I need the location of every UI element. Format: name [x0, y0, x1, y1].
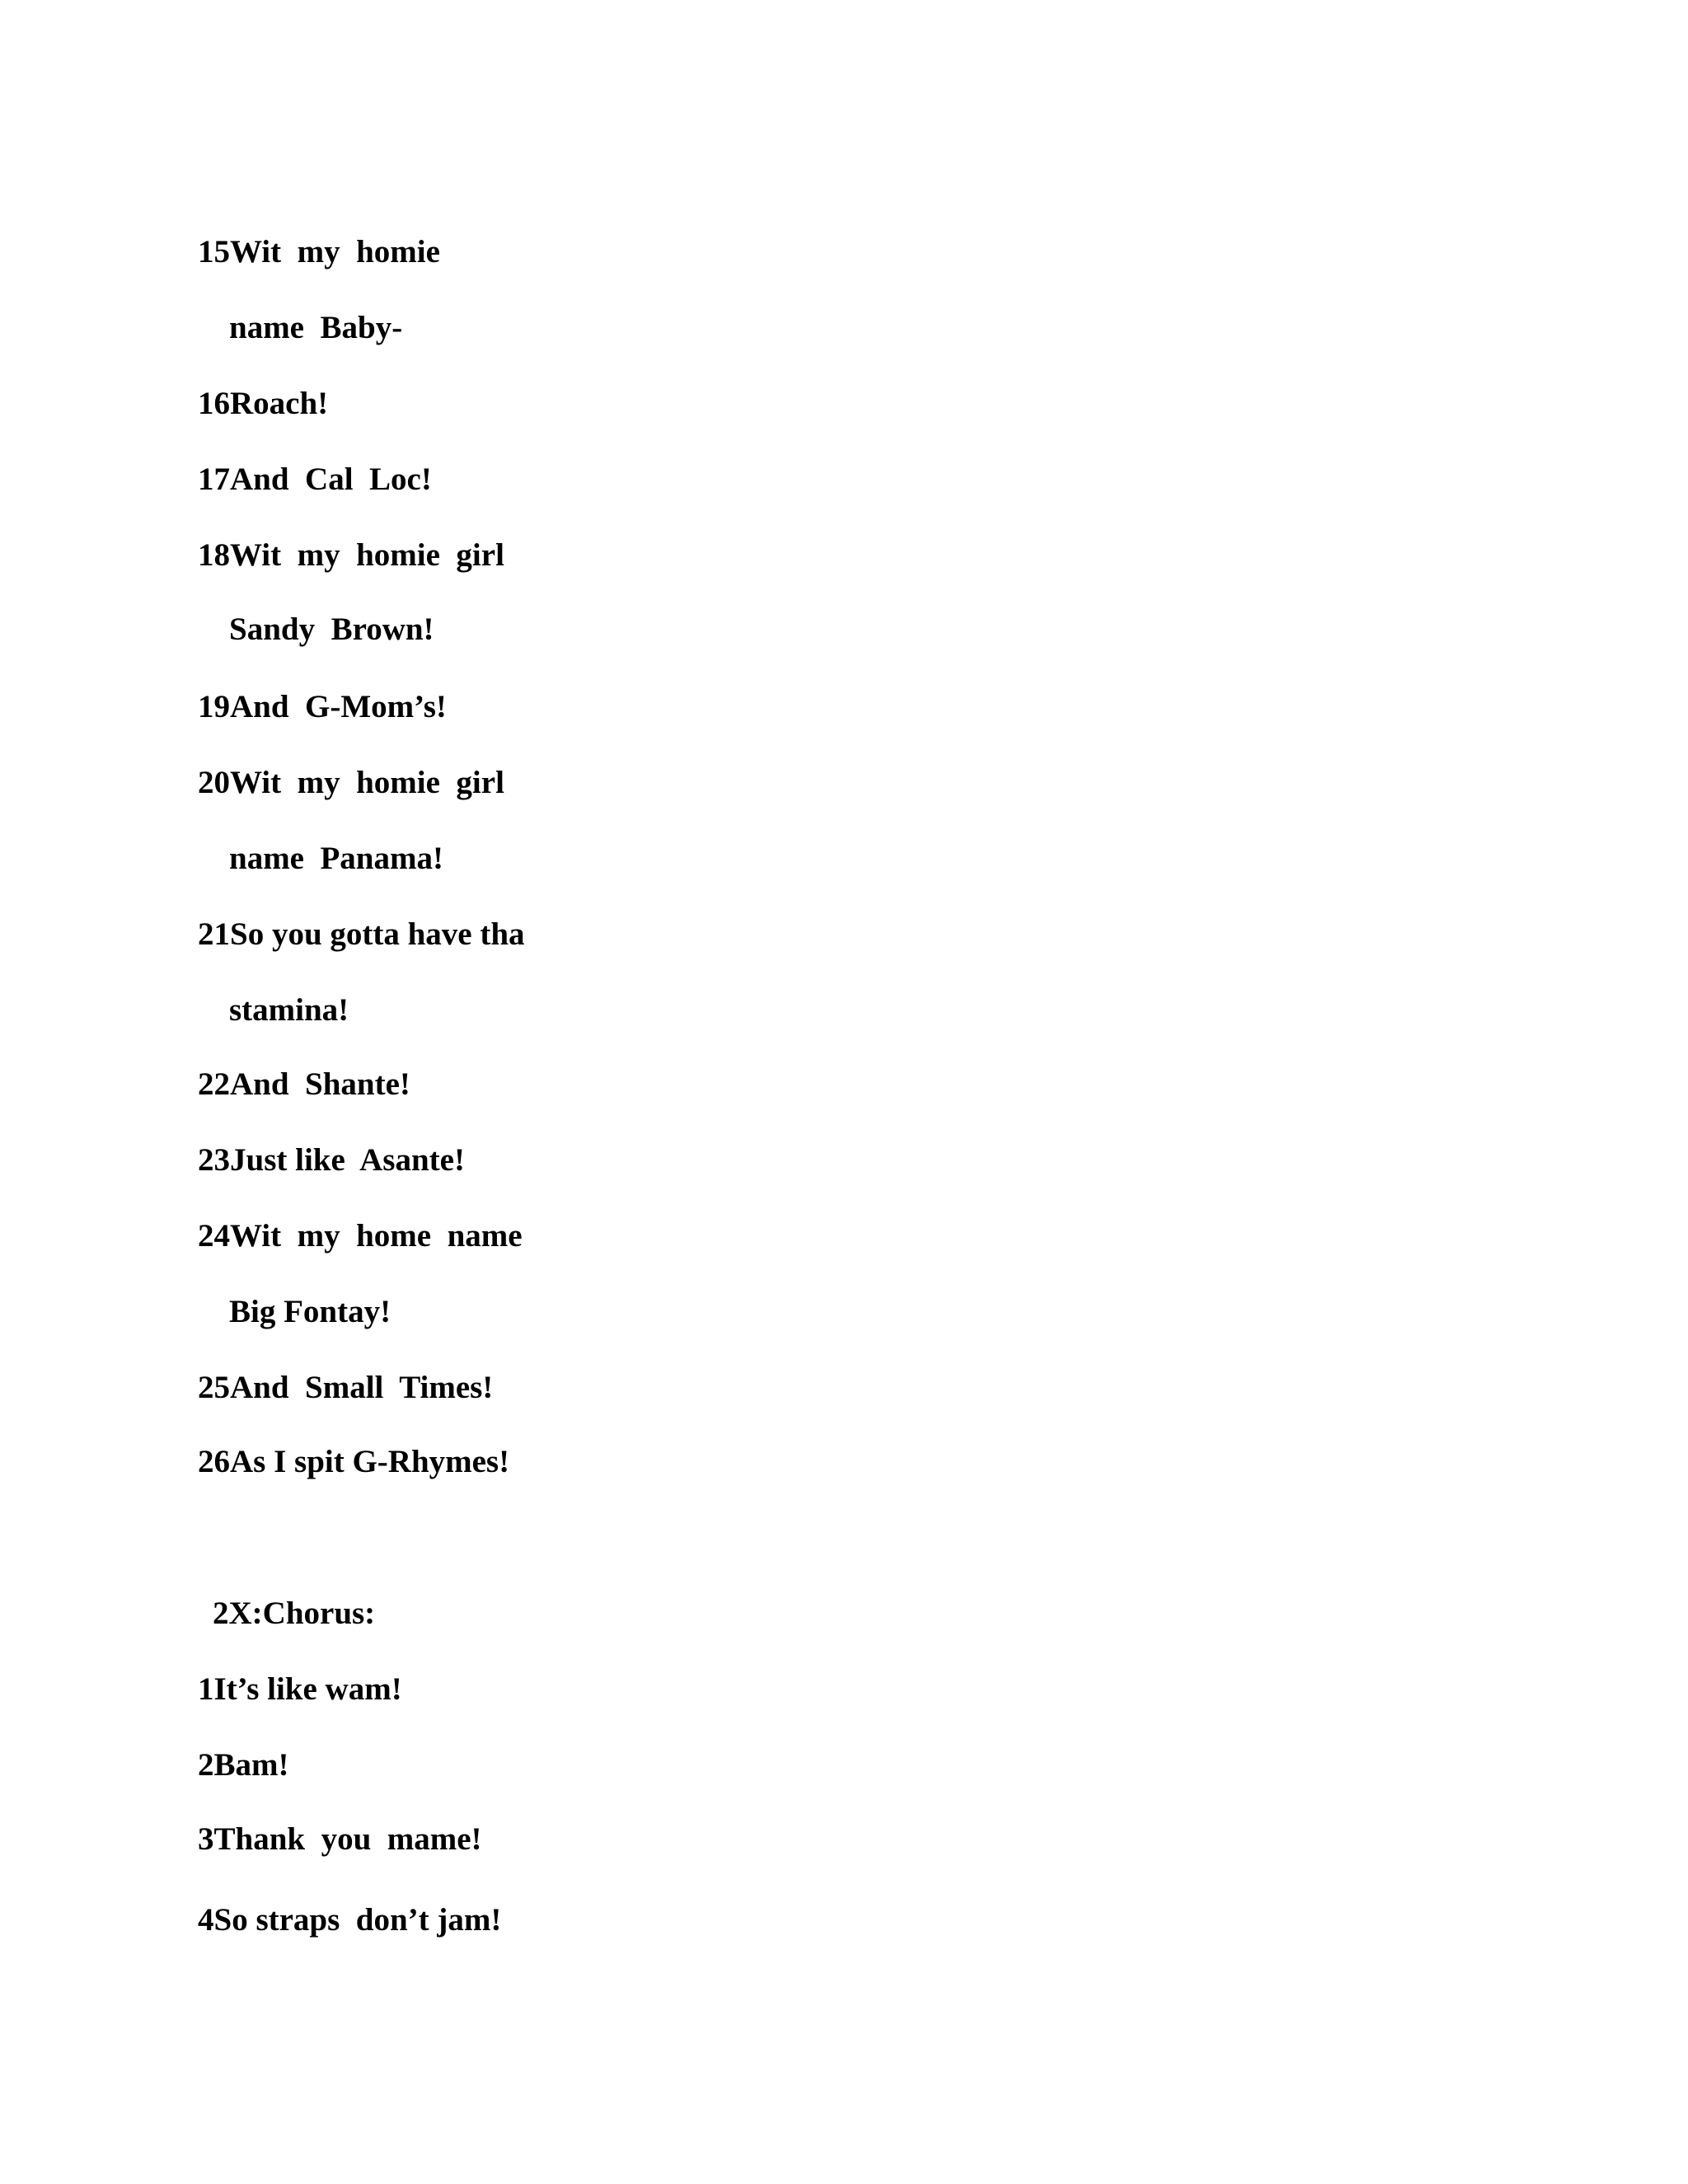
lyric-line: 16Roach! — [198, 386, 329, 421]
chorus-line: 2Bam! — [198, 1747, 289, 1783]
lyric-line-continuation: name Baby- — [229, 310, 403, 345]
lyric-line-continuation: Sandy Brown! — [229, 612, 434, 647]
lyric-line: 19And G-Mom’s! — [198, 689, 447, 724]
lyric-line: 17And Cal Loc! — [198, 462, 432, 497]
lyric-line: 26As I spit G-Rhymes! — [198, 1444, 510, 1479]
lyric-line: 18Wit my homie girl — [198, 537, 504, 573]
lyric-line-continuation: Big Fontay! — [229, 1294, 392, 1329]
lyric-line: 24Wit my home name — [198, 1218, 523, 1254]
lyric-line: 21So you gotta have tha — [198, 916, 525, 952]
lyric-line: 20Wit my homie girl — [198, 765, 504, 800]
lyric-line-continuation: name Panama! — [229, 841, 443, 876]
chorus-heading: 2X:Chorus: — [213, 1596, 376, 1631]
lyric-line-continuation: stamina! — [229, 992, 349, 1028]
lyric-line: 15Wit my homie — [198, 234, 440, 269]
lyric-line: 22And Shante! — [198, 1066, 410, 1102]
lyric-line: 23Just like Asante! — [198, 1142, 465, 1178]
chorus-line: 3Thank you mame! — [198, 1821, 482, 1857]
chorus-line: 4So straps don’t jam! — [198, 1902, 502, 1938]
chorus-line: 1It’s like wam! — [198, 1671, 402, 1707]
lyric-line: 25And Small Times! — [198, 1370, 494, 1405]
